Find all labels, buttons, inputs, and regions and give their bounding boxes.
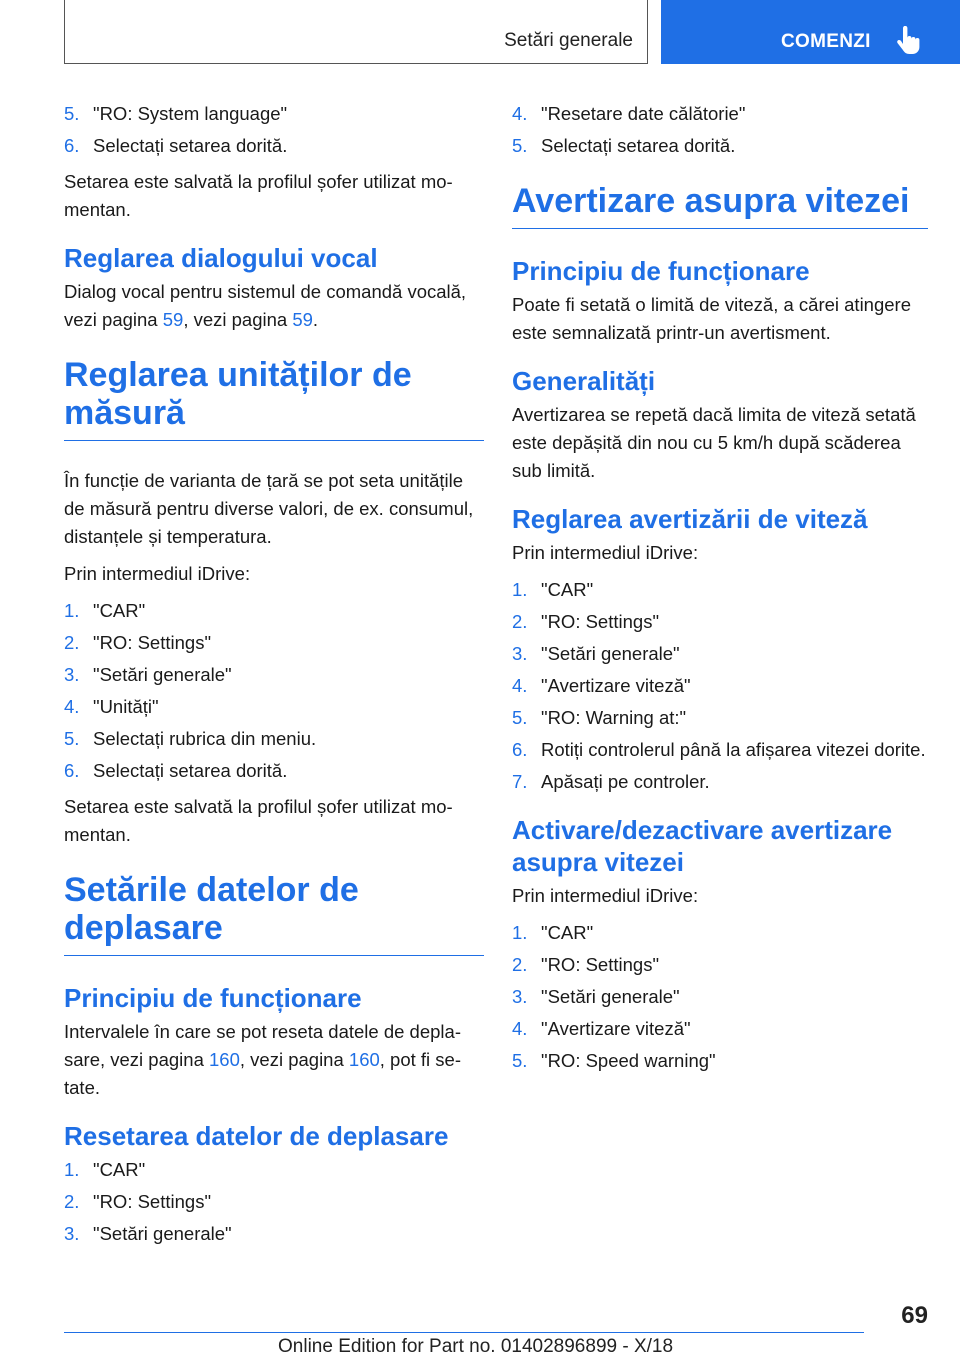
voice-text: Dialog vocal pentru sistemul de comandă vocală, vezi pagina — [64, 281, 467, 330]
saved-note: Setarea este salvată la profilul șofer utilizat momentan. — [64, 796, 453, 845]
list-item — [512, 704, 928, 732]
list-item — [64, 629, 484, 657]
header-section-title: Setări generale — [504, 30, 633, 51]
principle-paragraph: Poate fi setată o limită de viteză, a cărei atingere este semnalizată printr-un avertisment. — [512, 294, 911, 343]
step-text: "RO: System language" — [93, 103, 288, 124]
step-number: 3. — [64, 664, 80, 685]
voice-paragraph — [64, 278, 484, 334]
list-item — [64, 100, 484, 128]
step-text: Apăsați pe controler. — [541, 771, 710, 792]
step-text: "Avertizare viteză" — [541, 675, 691, 696]
list-item — [512, 132, 928, 160]
step-number: 3. — [512, 643, 528, 664]
heading-speed-warning: Avertizare asupra vitezei — [512, 182, 928, 229]
step-text: Selectați setarea dorită. — [541, 135, 736, 156]
step-number: 4. — [64, 696, 80, 717]
steps-list — [512, 576, 928, 796]
step-number: 3. — [64, 1223, 80, 1244]
list-item — [64, 1156, 484, 1184]
list-item — [512, 951, 928, 979]
step-number: 4. — [512, 675, 528, 696]
step-number: 2. — [512, 954, 528, 975]
trip-paragraph — [64, 1018, 484, 1102]
list-item — [64, 725, 484, 753]
step-number: 6. — [64, 135, 80, 156]
heading-reset-trip: Resetarea datelor de deplasare — [64, 1121, 449, 1151]
step-number: 3. — [512, 986, 528, 1007]
step-number: 1. — [512, 922, 528, 943]
idrive-intro: Prin intermediul iDrive: — [64, 563, 251, 584]
heading-voice-dialog: Reglarea dialogului vocal — [64, 243, 378, 273]
heading-general: Generalități — [512, 366, 656, 396]
step-text: "Setări generale" — [541, 986, 680, 1007]
general-paragraph: Avertizarea se repetă dacă limita de viteză setată este depășită din nou cu 5 km/h după scăderea sub limită. — [512, 404, 916, 481]
step-number: 6. — [64, 760, 80, 781]
steps-list — [64, 597, 484, 785]
footer-divider — [64, 1332, 864, 1333]
step-text: "RO: Settings" — [93, 632, 212, 653]
step-text: "RO: Settings" — [541, 954, 660, 975]
step-number: 5. — [512, 1050, 528, 1071]
list-item — [512, 608, 928, 636]
heading-principle: Principiu de funcționare — [512, 256, 810, 286]
step-number: 1. — [64, 600, 80, 621]
heading-principle: Principiu de funcționare — [64, 983, 362, 1013]
steps-list — [64, 1156, 484, 1248]
heading-trip-data: Setările datelor de deplasare — [64, 871, 484, 956]
steps-list — [512, 919, 928, 1075]
list-item — [64, 693, 484, 721]
step-number: 7. — [512, 771, 528, 792]
step-number: 2. — [64, 1191, 80, 1212]
step-number: 2. — [512, 611, 528, 632]
step-text: "RO: Warning at:" — [541, 707, 687, 728]
trip-text: , pot fi setate. — [64, 1049, 462, 1098]
step-number: 4. — [512, 103, 528, 124]
step-text: "CAR" — [541, 922, 594, 943]
step-text: Rotiți controlerul până la afișarea vitezei dorite. — [541, 739, 926, 760]
list-item — [64, 757, 484, 785]
header-tab-commands[interactable] — [661, 0, 960, 64]
header-section-box — [64, 0, 648, 64]
voice-text: , vezi pagina — [183, 309, 293, 330]
voice-text: . — [312, 309, 319, 330]
list-item — [64, 661, 484, 689]
step-text: Selectați setarea dorită. — [93, 760, 288, 781]
trip-text: , vezi pagina — [239, 1049, 349, 1070]
step-text: "CAR" — [93, 1159, 146, 1180]
step-text: "Setări generale" — [93, 1223, 232, 1244]
list-item — [512, 1015, 928, 1043]
list-item — [512, 919, 928, 947]
step-text: "RO: Settings" — [93, 1191, 212, 1212]
idrive-intro: Prin intermediul iDrive: — [512, 542, 699, 563]
idrive-intro: Prin intermediul iDrive: — [512, 885, 699, 906]
list-item — [512, 576, 928, 604]
list-item — [64, 1220, 484, 1248]
step-number: 2. — [64, 632, 80, 653]
list-item — [512, 1047, 928, 1075]
saved-note: Setarea este salvată la profilul șofer utilizat momentan. — [64, 171, 453, 220]
step-text: "CAR" — [541, 579, 594, 600]
footer-edition: Online Edition for Part no. 01402896899 - X/18 — [278, 1336, 674, 1357]
step-text: "CAR" — [93, 600, 146, 621]
steps-list — [64, 100, 484, 160]
step-text: Selectați rubrica din meniu. — [93, 728, 317, 749]
heading-adjust-warning: Reglarea avertizării de viteză — [512, 504, 868, 534]
list-item — [512, 672, 928, 700]
list-item — [64, 1188, 484, 1216]
step-number: 5. — [64, 103, 80, 124]
list-item — [64, 597, 484, 625]
step-text: "Avertizare viteză" — [541, 1018, 691, 1039]
step-number: 1. — [512, 579, 528, 600]
step-number: 4. — [512, 1018, 528, 1039]
header-tab-label: COMENZI — [781, 31, 871, 52]
step-text: "RO: Settings" — [541, 611, 660, 632]
step-text: "Setări generale" — [93, 664, 232, 685]
list-item — [512, 736, 928, 764]
list-item — [64, 132, 484, 160]
steps-list — [512, 100, 928, 160]
step-number: 5. — [512, 135, 528, 156]
list-item — [512, 768, 928, 796]
step-text: "RO: Speed warning" — [541, 1050, 716, 1071]
page-reference-link[interactable]: 160 — [209, 1049, 240, 1070]
step-number: 5. — [512, 707, 528, 728]
step-number: 6. — [512, 739, 528, 760]
hand-pointer-icon — [895, 26, 921, 54]
page-reference-link[interactable]: 160 — [348, 1049, 380, 1070]
step-text: "Resetare date călătorie" — [541, 103, 746, 124]
right-column — [512, 100, 928, 1083]
step-text: "Unități" — [93, 696, 159, 717]
left-column — [64, 100, 484, 1256]
units-paragraph: În funcție de varianta de țară se pot seta unitățile de măsură pentru diverse valori, de ex. consumul, distanțele și temperatura. — [64, 470, 474, 547]
trip-text: Intervalele în care se pot reseta datele de deplasare, vezi pagina — [64, 1021, 461, 1070]
heading-toggle-warning: Activare/dezactivare avertizare asupra vitezei — [512, 815, 893, 877]
list-item — [512, 640, 928, 668]
list-item — [512, 100, 928, 128]
step-text: Selectați setarea dorită. — [93, 135, 288, 156]
page-reference-link[interactable]: 59 — [292, 309, 313, 330]
page-number: 69 — [901, 1302, 928, 1329]
step-text: "Setări generale" — [541, 643, 680, 664]
page-reference-link[interactable]: 59 — [162, 309, 184, 330]
step-number: 1. — [64, 1159, 80, 1180]
heading-units: Reglarea unităților de măsură — [64, 356, 484, 441]
step-number: 5. — [64, 728, 80, 749]
list-item — [512, 983, 928, 1011]
